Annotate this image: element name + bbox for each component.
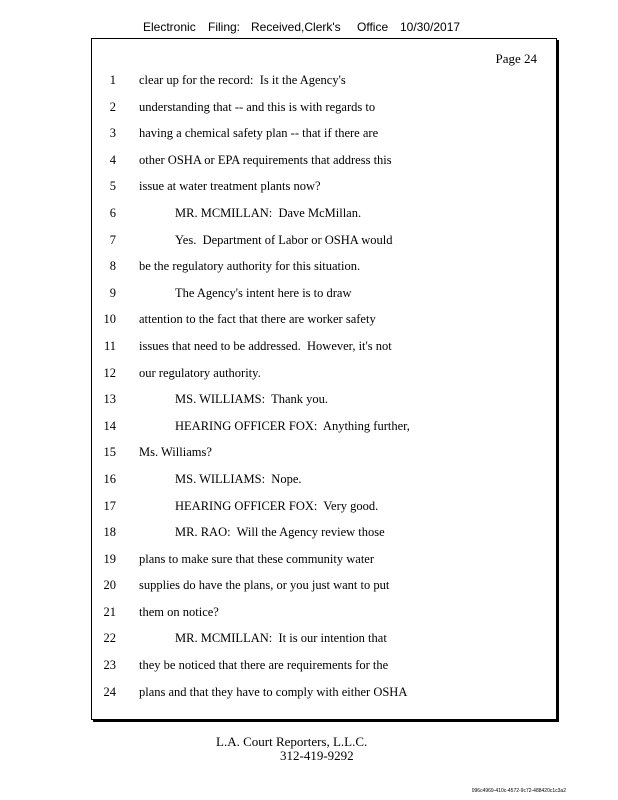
line-text: understanding that -- and this is with regards to [139,99,376,114]
transcript-line [0,577,618,604]
transcript-line [0,418,618,445]
line-text: The Agency's intent here is to draw [175,285,352,300]
line-text: our regulatory authority. [139,365,261,380]
transcript-line [0,125,618,152]
line-text: clear up for the record: Is it the Agency's [139,73,346,87]
line-text: be the regulatory authority for this situation. [139,259,361,274]
line-number: 16 [103,471,116,486]
filing-stamp-received: Received,Clerk's [251,20,341,34]
transcript-line [0,178,618,205]
line-text: MR. RAO: Will the Agency review those [175,525,385,540]
transcript-line [0,657,618,684]
line-text: them on notice? [139,604,219,619]
transcript-line [0,365,618,392]
line-number: 1 [109,73,116,87]
transcript-line [0,232,618,259]
line-text: they be noticed that there are requirements for the [139,658,389,673]
line-number: 21 [103,604,116,619]
transcript-line [0,444,618,471]
transcript-line [0,99,618,126]
line-number: 11 [103,338,116,353]
transcript-line [0,311,618,338]
transcript-line [0,152,618,179]
page-number: Page 24 [495,51,537,66]
line-number: 4 [109,152,116,167]
transcript-line [0,285,618,312]
line-text: issues that need to be addressed. However, it's not [139,338,392,353]
transcript-line [0,72,618,99]
line-number: 12 [103,365,116,380]
line-number: 10 [103,312,116,327]
line-number: 24 [103,684,116,699]
line-number: 9 [109,285,116,300]
filing-stamp-filing: Filing: [208,20,241,34]
transcript-line [0,524,618,551]
line-number: 5 [109,179,116,194]
transcript-line [0,604,618,631]
line-number: 7 [109,232,116,247]
line-text: attention to the fact that there are worker safety [139,312,376,327]
line-text: HEARING OFFICER FOX: Anything further, [175,418,410,433]
footer-company: L.A. Court Reporters, L.L.C. [216,734,368,749]
line-text: MR. MCMILLAN: Dave McMillan. [175,205,362,220]
line-number: 2 [109,99,116,114]
line-text: supplies do have the plans, or you just want to put [139,578,390,593]
transcript-line [0,684,618,711]
transcript-line [0,205,618,232]
line-text: other OSHA or EPA requirements that address this [139,152,392,167]
line-text: MS. WILLIAMS: Thank you. [175,392,329,407]
transcript-line [0,391,618,418]
line-number: 17 [103,498,116,513]
line-text: Yes. Department of Labor or OSHA would [175,232,393,247]
line-number: 14 [103,418,116,433]
transcript-line [0,551,618,578]
filing-stamp-office: Office [357,20,389,34]
line-text: plans and that they have to comply with either OSHA [139,684,408,699]
transcript-lines [0,72,618,710]
transcript-line [0,630,618,657]
line-number: 13 [103,392,116,407]
line-number: 19 [103,551,116,566]
line-number: 15 [103,445,116,460]
transcript-line [0,258,618,285]
line-text: issue at water treatment plants now? [139,179,321,194]
line-text: MS. WILLIAMS: Nope. [175,471,302,486]
line-text: MR. MCMILLAN: It is our intention that [175,631,387,646]
line-text: Ms. Williams? [139,445,212,460]
filing-stamp-electronic: Electronic [143,20,196,34]
transcript-line [0,338,618,365]
transcript-line [0,471,618,498]
line-text: plans to make sure that these community water [139,551,375,566]
line-number: 22 [103,631,116,646]
document-hash: 096c4969-410c-4572-9c72-488420c1c3a2 [471,788,566,794]
line-number: 8 [109,259,116,274]
filing-stamp-date: 10/30/2017 [400,20,461,34]
line-number: 3 [109,126,116,141]
transcript-line [0,498,618,525]
footer-phone: 312-419-9292 [280,748,354,763]
line-text: having a chemical safety plan -- that if there are [139,126,379,141]
line-text: HEARING OFFICER FOX: Very good. [175,498,379,513]
line-number: 23 [103,658,116,673]
line-number: 18 [103,525,116,540]
line-number: 6 [109,205,116,220]
line-number: 20 [103,578,116,593]
